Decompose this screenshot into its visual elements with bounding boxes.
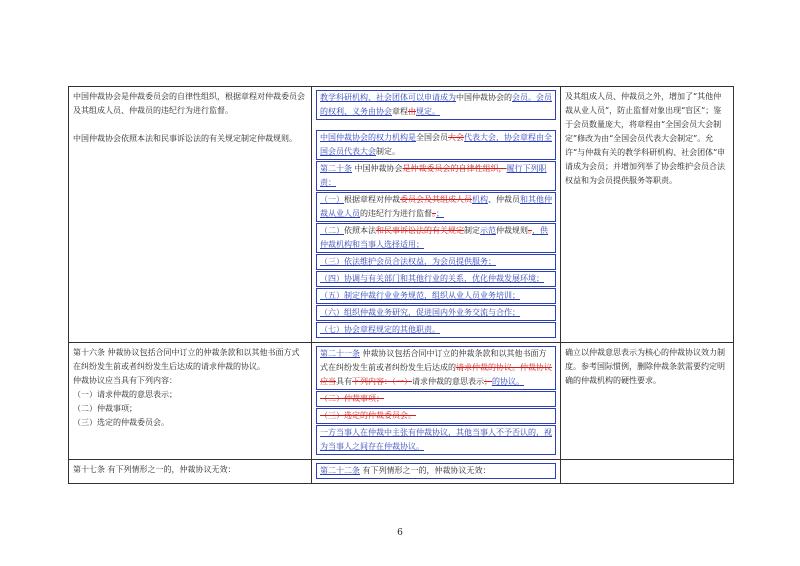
unchanged-text: 根据章程对仲裁 (344, 195, 400, 204)
revision-block (316, 346, 556, 390)
deleted-text: 。 (432, 209, 436, 218)
explanation-cell (561, 343, 734, 460)
revision-block (316, 425, 556, 455)
paragraph: 第十七条 有下列情形之一的，仲裁协议无效： (73, 465, 236, 474)
deleted-text: 由 (408, 107, 416, 116)
inserted-text: 会员。会员的权利、义务由协会 (320, 93, 552, 116)
inserted-text: 规定。 (416, 107, 440, 116)
unchanged-text: 具有 (336, 377, 352, 386)
inserted-text: （四）协调与有关部门和其他行业的关系，优化仲裁发展环境； (320, 274, 544, 283)
table-row (69, 343, 734, 460)
original-text-cell (69, 87, 312, 343)
inserted-text: （三）依法维护会员合法权益，为会员提供服务； (320, 257, 496, 266)
revision-block (316, 322, 556, 338)
deleted-text: 。 (528, 226, 532, 235)
unchanged-text: 、仲裁员 (488, 195, 520, 204)
page-number: 6 (397, 528, 403, 538)
original-text-cell (69, 343, 312, 460)
revised-text-cell (312, 87, 561, 343)
revision-block (316, 192, 556, 222)
revision-block (316, 391, 556, 407)
revision-block (316, 130, 556, 160)
revision-block (316, 288, 556, 304)
inserted-text: 中国仲裁协会的权力机构是 (320, 133, 416, 142)
unchanged-text: 的违纪行为进行监督 (360, 209, 432, 218)
explanation-text: 确立以仲裁意思表示为核心的仲裁协议效力制度。参考国际惯例，删除仲裁条款需要约定明确的仲裁机构的硬性要求。 (565, 348, 725, 385)
explanation-cell (561, 460, 734, 484)
inserted-text: 教学科研机构、社会团体可以申请成为 (320, 93, 456, 102)
revised-text-cell (312, 460, 561, 484)
unchanged-text: 中国仲裁协会 (352, 164, 403, 173)
paragraph: 中国仲裁协会依照本法和民事诉讼法的有关规定制定仲裁规则。 (73, 134, 297, 143)
unchanged-text: 请求仲裁的意思表示 (412, 377, 484, 386)
inserted-text: （六）组织仲裁业务研究，促进国内外业务交流与合作； (320, 308, 520, 317)
explanation-text: 及其组成人员、仲裁员之外，增加了“其他仲裁从业人员”，防止监督对象出现“盲区”；鉴于会员数量庞大，将章程由“全国会员大会制定”修改为由“全国会员代表大会制定”。允许“与仲裁有关的教学科研机构、社会团体”申请成为会员；并增加列举了协会维护会员合法权益和为会员提供服务等职责。 (565, 92, 726, 185)
deleted-text: 委员会及其组成人员 (400, 195, 472, 204)
revision-block (316, 161, 556, 191)
paragraph: 中国仲裁协会是仲裁委员会的自律性组织，根据章程对仲裁委员会及其组成人员、仲裁员的违纪行为进行监督。 (73, 92, 305, 115)
revision-block (316, 463, 556, 479)
article-number: 第二十二条 (320, 466, 360, 475)
inserted-text: （七）协会章程规定的其他职责。 (320, 325, 440, 334)
paragraph: 第十六条 仲裁协议包括合同中订立的仲裁条款和以其他书面方式在纠纷发生前或者纠纷发生后达成的请求仲裁的协议。 (73, 348, 300, 371)
unchanged-text: 中国仲裁协会的 (456, 93, 512, 102)
inserted-text: 一方当事人在仲裁中主张有仲裁协议，其他当事人不予否认的，视为当事人之间存在仲裁协议。 (320, 428, 552, 451)
item-marker: （二） (320, 226, 344, 235)
explanation-cell (561, 87, 734, 343)
inserted-text: ； (436, 209, 444, 218)
article-number: 第二十一条 (320, 349, 360, 358)
inserted-text: （五）制定仲裁行业业务规范，组织从业人员业务培训； (320, 291, 520, 300)
inserted-text: 示范 (480, 226, 496, 235)
unchanged-text: 仲裁规则 (496, 226, 528, 235)
comparison-table (68, 86, 734, 484)
unchanged-text: 章程 (392, 107, 408, 116)
revision-block (316, 254, 556, 270)
original-text-cell (69, 460, 312, 484)
revision-block (316, 271, 556, 287)
paragraph: （一）请求仲裁的意思表示； (73, 390, 177, 399)
revision-block (316, 408, 556, 424)
inserted-text: 和其他仲裁从业人员 (320, 195, 552, 218)
revised-text-cell (312, 343, 561, 460)
revision-block (316, 305, 556, 321)
inserted-text: 履行下列职责： (320, 164, 547, 187)
revision-block (316, 223, 556, 253)
item-marker: （一） (320, 195, 344, 204)
deleted-text: （三）选定的仲裁委员会。 (320, 411, 416, 420)
inserted-text: ，供仲裁机构和当事人选择适用； (320, 226, 548, 249)
table-row (69, 87, 734, 343)
deleted-text: 大会 (448, 133, 464, 142)
inserted-text: 代表大会，协会章程由全国会员代表大会 (320, 133, 552, 156)
inserted-text: 的协议。 (492, 377, 524, 386)
revision-block (316, 90, 556, 120)
paragraph: （三）选定的仲裁委员会。 (73, 418, 169, 427)
deleted-text: ； (484, 377, 492, 386)
deleted-text: 是仲裁委员会的自律性组织， (402, 164, 507, 173)
unchanged-text: 仲裁协议包括合同中订立的仲裁条款和以其他书面方式在纠纷发生前或者纠纷发生后达成的 (320, 349, 547, 372)
deleted-text: 请求仲裁的协议。仲裁协议应当 (320, 363, 552, 386)
article-number: 第二十条 (320, 164, 352, 173)
deleted-text: 下列内容：（一） (352, 377, 412, 386)
table-row (69, 460, 734, 484)
paragraph: 仲裁协议应当具有下列内容： (73, 376, 177, 385)
unchanged-text: 制定。 (376, 147, 400, 156)
unchanged-text: 有下列情形之一的，仲裁协议无效： (360, 466, 491, 475)
unchanged-text: 依照本法 (344, 226, 376, 235)
inserted-text: 机构 (472, 195, 488, 204)
deleted-text: 和民事诉讼法的有关规定 (376, 226, 464, 235)
unchanged-text: 全国会员 (416, 133, 448, 142)
deleted-text: （二）仲裁事项； (320, 394, 384, 403)
paragraph: （二）仲裁事项； (73, 404, 137, 413)
unchanged-text: 制定 (464, 226, 480, 235)
